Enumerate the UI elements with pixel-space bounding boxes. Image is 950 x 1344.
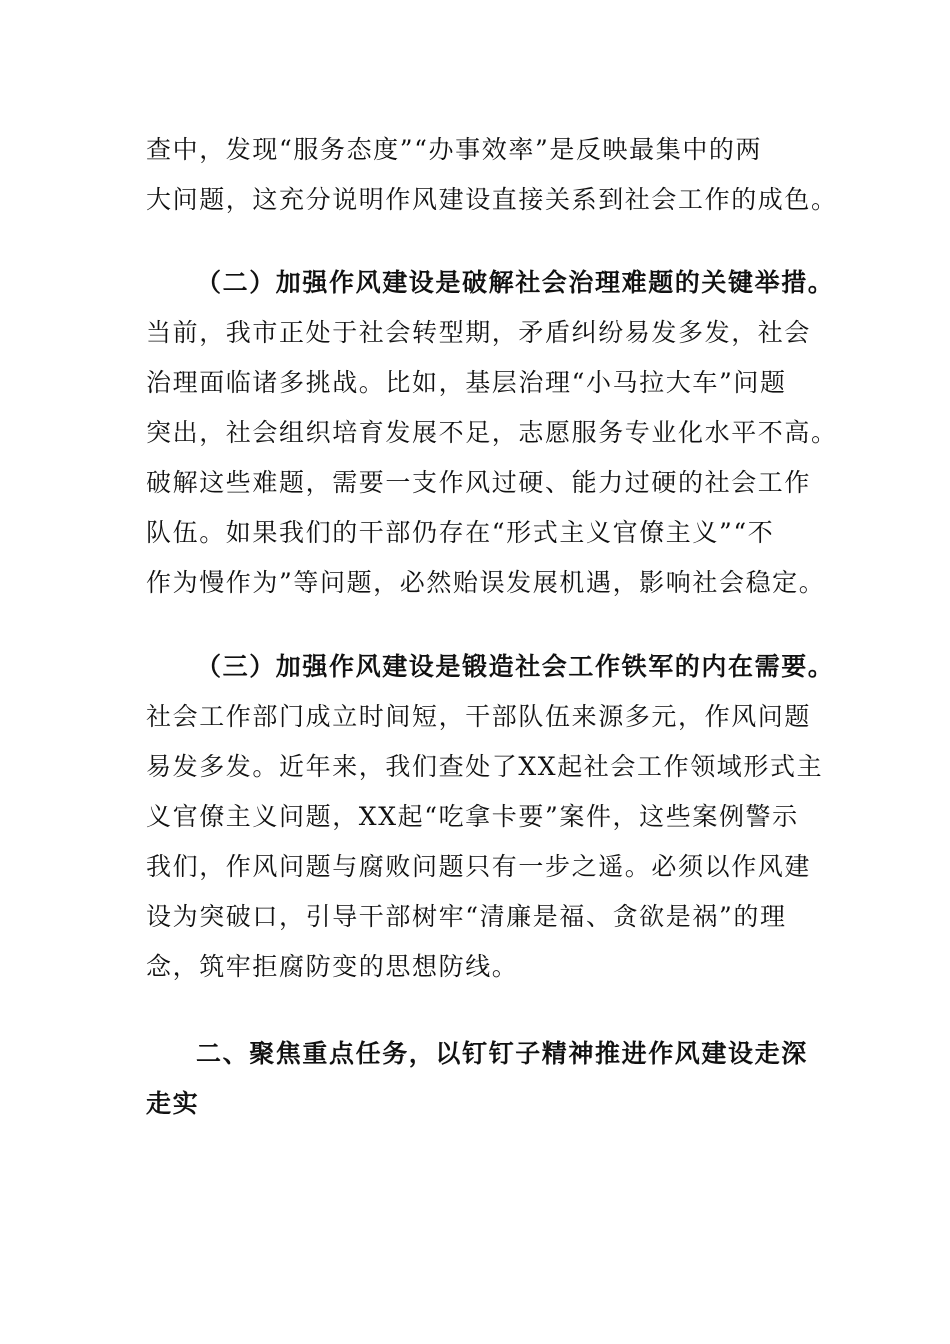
text-line: 破解这些难题，需要一支作风过硬、能力过硬的社会工作 [146,468,812,497]
text-line: 当前，我市正处于社会转型期，矛盾纠纷易发多发，社会 [146,318,812,347]
text-line: 念，筑牢拒腐防变的思想防线。 [146,952,519,981]
text-line: 易发多发。近年来，我们查处了XX起社会工作领域形式主 [146,752,824,781]
text-line: 查中，发现“服务态度”“办事效率”是反映最集中的两 [146,135,763,164]
text-line: 作为慢作为”等问题，必然贻误发展机遇，影响社会稳定。 [146,568,826,597]
text-line: 大问题，这充分说明作风建设直接关系到社会工作的成色。 [146,185,838,214]
text-line: 突出，社会组织培育发展不足，志愿服务专业化水平不高。 [146,418,838,447]
section-heading-cont: 走实 [146,1089,200,1118]
section-heading: 二、聚焦重点任务，以钉钉子精神推进作风建设走深 [196,1039,808,1068]
text-line: 设为突破口，引导干部树牢“清廉是福、贪欲是祸”的理 [146,902,787,931]
text-line: 治理面临诸多挑战。比如，基层治理“小马拉大车”问题 [146,368,787,397]
text-line: 队伍。如果我们的干部仍存在“形式主义官僚主义”“不 [146,518,775,547]
subheading-3: （三）加强作风建设是锻造社会工作铁军的内在需要。 [196,652,835,681]
text-line: 义官僚主义问题，XX起“吃拿卡要”案件，这些案例警示 [146,802,799,831]
text-line: 社会工作部门成立时间短，干部队伍来源多元，作风问题 [146,702,812,731]
subheading-2: （二）加强作风建设是破解社会治理难题的关键举措。 [196,268,835,297]
text-line: 我们，作风问题与腐败问题只有一步之遥。必须以作风建 [146,852,812,881]
